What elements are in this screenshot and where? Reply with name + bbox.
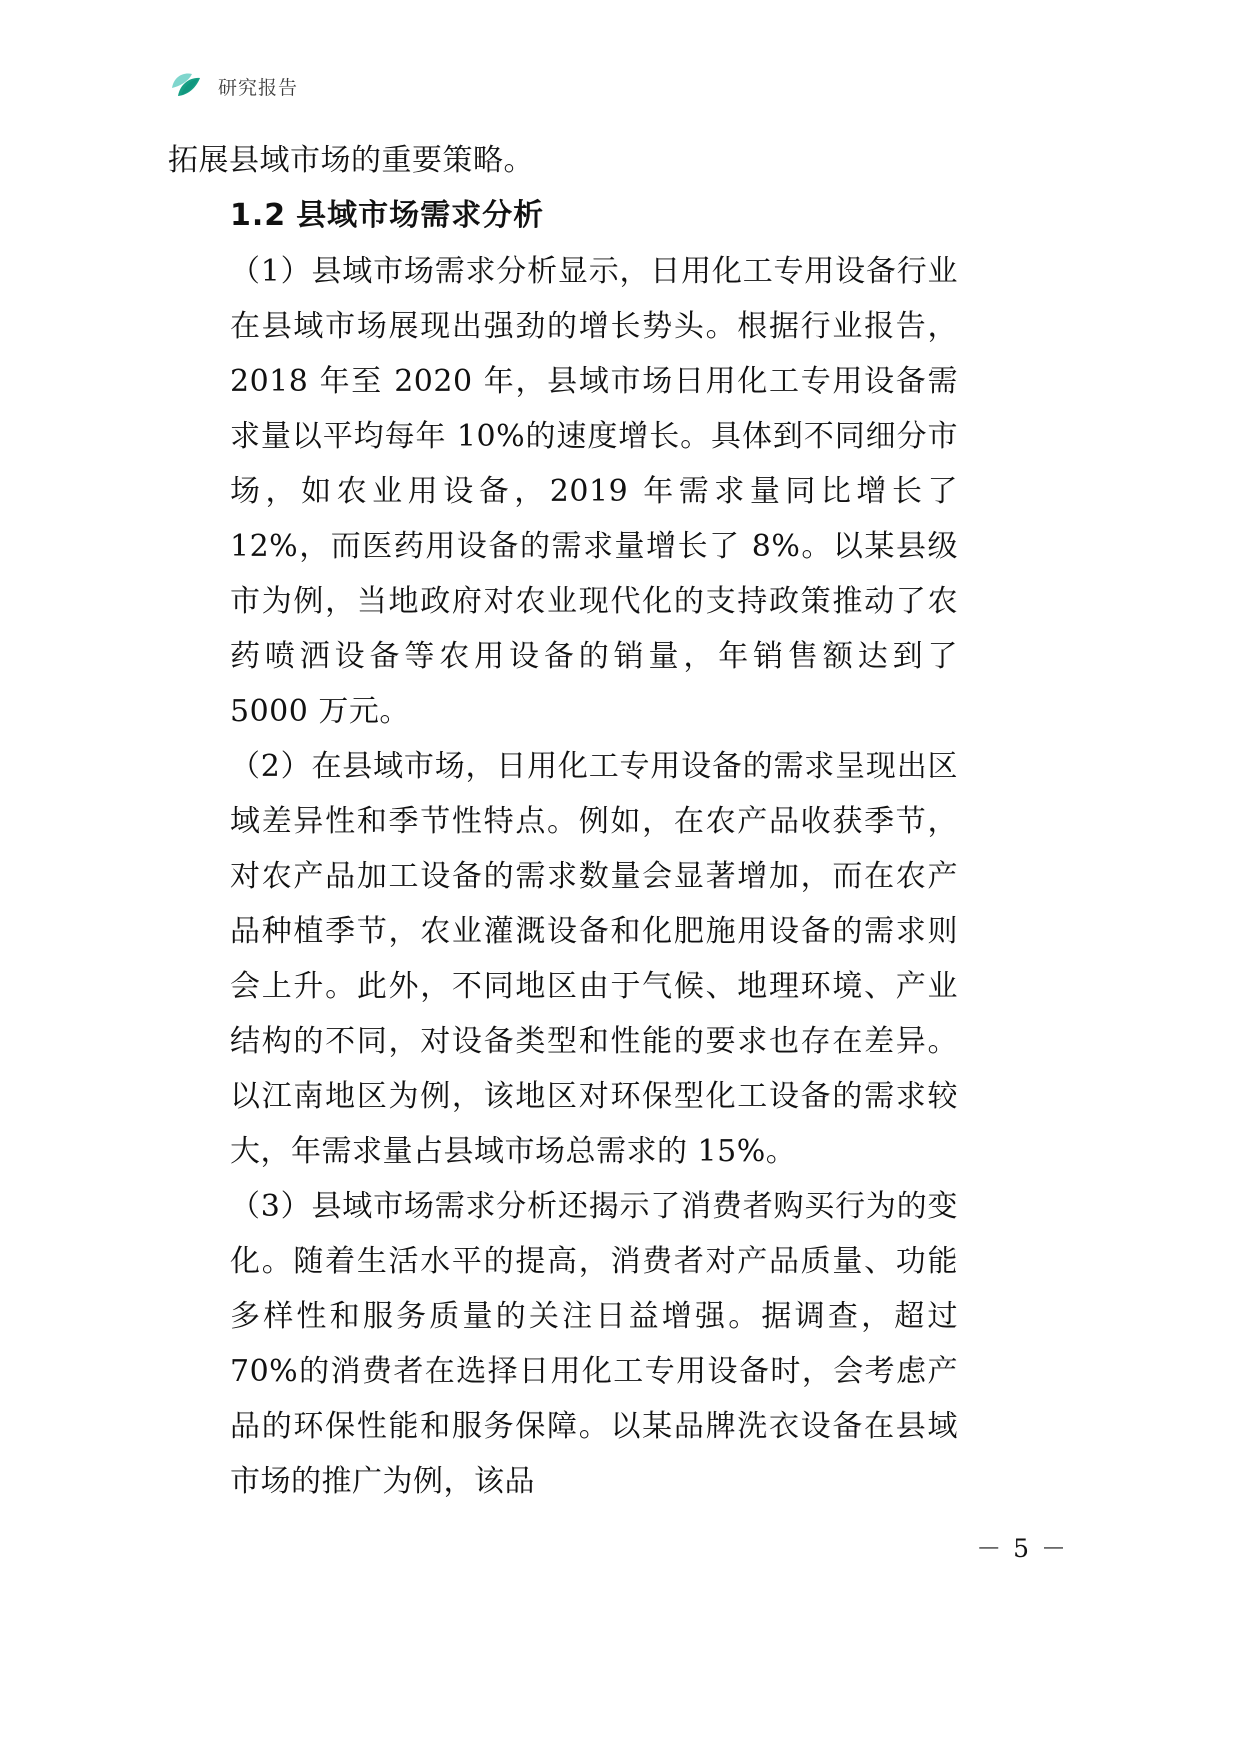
section-heading [168,188,958,244]
section-title: 县域市场需求分析 [296,198,545,233]
document-body [168,133,958,1509]
section-number: 1.2 [230,198,287,233]
page-number: － 5 － [976,1534,1068,1563]
page-header [168,68,298,104]
continued-paragraph: 拓展县域市场的重要策略。 [168,143,534,178]
header-title: 研究报告 [218,76,299,99]
paragraph-1: （1）县域市场需求分析显示，日用化工专用设备行业在县域市场展现出强劲的增长势头。根据行业报告，2018 年至 2020 年，县域市场日用化工专用设备需求量以平均每年 10%的速度增长。具体到不同细分市场，如农业用设备，2019 年需求量同比增长了 12%，而医药用设备的需求量增长了 8%。以某县级市为例，当地政府对农业现代化的支持政策推动了农药喷洒设备等农用设备的销量，年销售额达到了 5000 万元。 [230,254,958,729]
paragraph-2: （2）在县域市场，日用化工专用设备的需求呈现出区域差异性和季节性特点。例如，在农产品收获季节，对农产品加工设备的需求数量会显著增加，而在农产品种植季节，农业灌溉设备和化肥施用设备的需求则会上升。此外，不同地区由于气候、地理环境、产业结构的不同，对设备类型和性能的要求也存在差异。以江南地区为例，该地区对环保型化工设备的需求较大，年需求量占县域市场总需求的 15%。 [230,749,958,1169]
leaf-logo-icon [168,68,204,104]
paragraph-3: （3）县域市场需求分析还揭示了消费者购买行为的变化。随着生活水平的提高，消费者对产品质量、功能多样性和服务质量的关注日益增强。据调查，超过 70%的消费者在选择日用化工专用设备时，会考虑产品的环保性能和服务保障。以某品牌洗衣设备在县域市场的推广为例，该品 [230,1189,958,1499]
